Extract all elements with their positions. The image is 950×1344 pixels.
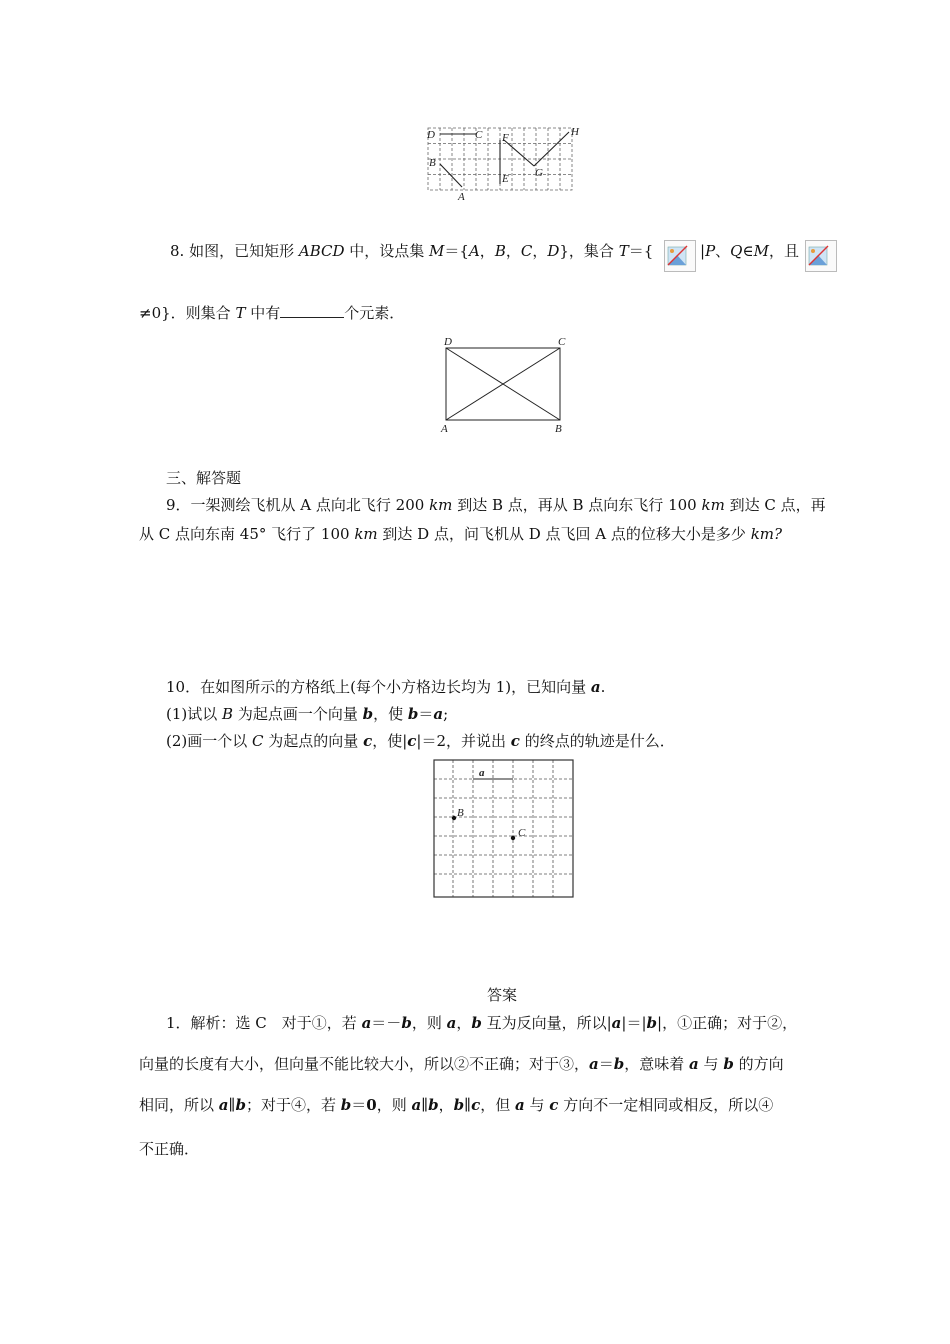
- rect-label-C: C: [558, 336, 566, 348]
- q8-line1-tail: |P、Q∈M，且: [700, 242, 799, 260]
- label-F: F: [502, 132, 509, 144]
- rectangle-abcd-figure: [438, 334, 574, 438]
- label-D: D: [427, 129, 435, 141]
- answer-line3: 相同，所以 a∥b；对于④，若 b＝0，则 a∥b，b∥c，但 a 与 c 方向不一定相同或相反，所以④: [139, 1096, 774, 1114]
- answer-line2: 向量的长度有大小，但向量不能比较大小，所以②不正确；对于③，a＝b，意味着 a 与 b 的方向: [139, 1055, 784, 1073]
- vector-pq-image-icon: [664, 240, 696, 272]
- answer-blank[interactable]: [280, 305, 344, 318]
- vector-ba: [440, 164, 462, 187]
- q9-line1: 9．一架测绘飞机从 A 点向北飞行 200 km 到达 B 点，再从 B 点向东飞行 100 km 到达 C 点，再: [166, 496, 826, 514]
- rect-label-B: B: [555, 423, 562, 435]
- vector-grid-figure: [424, 124, 584, 204]
- answer-title: 答案: [487, 986, 518, 1004]
- q8-line2: ≠0}．则集合 T 中有 个元素．: [139, 304, 405, 322]
- q9-line2: 从 C 点向东南 45° 飞行了 100 km 到达 D 点，问飞机从 D 点飞回 A 点的位移大小是多少 km?: [139, 525, 783, 543]
- label-C: C: [475, 129, 483, 141]
- label-E: E: [502, 173, 509, 185]
- answer-line1: 1．解析：选 C 对于①，若 a＝－b，则 a，b 互为反向量，所以|a|＝|b|，①正确；对于②，: [166, 1014, 798, 1032]
- label-G: G: [535, 167, 543, 179]
- grid-label-C: C: [518, 827, 526, 839]
- q8-line1: 8. 如图，已知矩形 ABCD 中，设点集 M＝{A，B，C，D}，集合 T＝{: [170, 242, 654, 260]
- q10-line3: (2)画一个以 C 为起点的向量 c，使|c|＝2，并说出 c 的终点的轨迹是什么．: [166, 732, 675, 750]
- vector-pq-image-icon-2: [805, 240, 837, 272]
- q10-line2: (1)试以 B 为起点画一个向量 b，使 b＝a;: [166, 705, 449, 723]
- grid-label-B: B: [457, 807, 464, 819]
- rect-label-A: A: [441, 423, 448, 435]
- square-grid-figure: [432, 758, 576, 900]
- point-B: [452, 816, 456, 820]
- q10-line1: 10．在如图所示的方格纸上(每个小方格边长均为 1)，已知向量 a.: [166, 678, 606, 696]
- vector-gh: [534, 132, 569, 166]
- label-H: H: [571, 126, 579, 138]
- label-A: A: [458, 191, 465, 203]
- rect-label-D: D: [444, 336, 452, 348]
- grid-label-a: a: [479, 767, 485, 779]
- point-C: [511, 836, 515, 840]
- section-title: 三、解答题: [166, 469, 242, 487]
- answer-line4: 不正确．: [139, 1140, 200, 1158]
- label-B: B: [429, 157, 436, 169]
